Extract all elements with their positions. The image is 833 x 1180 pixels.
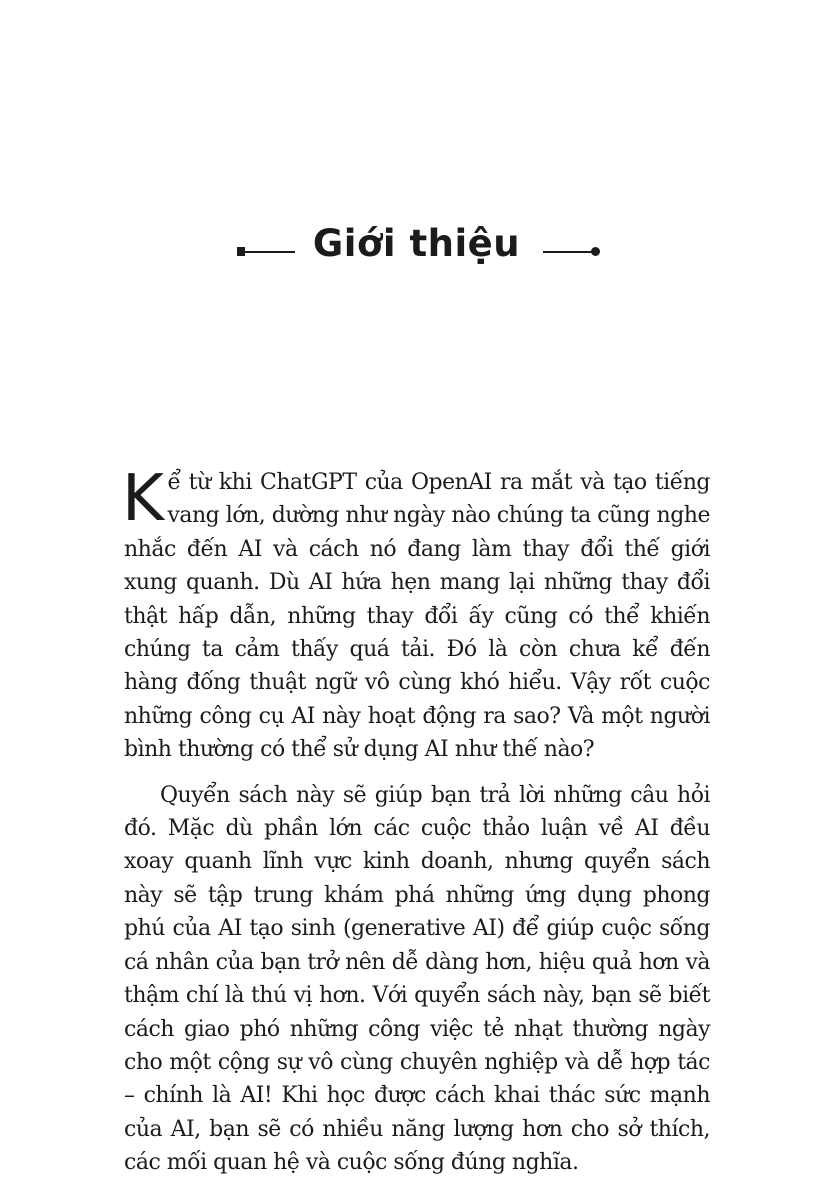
paragraph-1 xyxy=(122,462,710,767)
heading-rule-right xyxy=(543,251,595,253)
chapter-heading xyxy=(0,220,833,284)
paragraph-1-text: ể từ khi ChatGPT của OpenAI ra mắt và tạo tiếng vang lớn, dường như ngày nào chúng ta cũng nghe nhắc đến AI và cách nó đang làm thay đổi thế giới xung quanh. Dù AI hứa hẹn mang lại những thay đổi thật hấp dẫn, những thay đổi ấy cũng có thể khiến chúng ta cảm thấy quá tải. Đó là còn chưa kể đến hàng đống thuật ngữ vô cùng khó hiểu. Vậy rốt cuộc những công cụ AI này hoạt động ra sao? Và một người bình thường có thể sử dụng AI như thế nào? xyxy=(124,470,710,763)
drop-cap: K xyxy=(122,462,164,536)
body-text xyxy=(122,462,710,1180)
paragraph-2: Quyển sách này sẽ giúp bạn trả lời những câu hỏi đó. Mặc dù phần lớn các cuộc thảo luận về AI đều xoay quanh lĩnh vực kinh doanh, nhưng quyển sách này sẽ tập trung khám phá những ứng dụng phong phú của AI tạo sinh (generative AI) để giúp cuộc sống cá nhân của bạn trở nên dễ dàng hơn, hiệu quả hơn và thậm chí là thú vị hơn. Với quyển sách này, bạn sẽ biết cách giao phó những công việc tẻ nhạt thường ngày cho một cộng sự vô cùng chuyên nghiệp và dễ hợp tác – chính là AI! Khi học được cách khai thác sức mạnh của AI, bạn sẽ có nhiều năng lượng hơn cho sở thích, các mối quan hệ và cuộc sống đúng nghĩa. xyxy=(124,782,710,1176)
rule-dot-ornament xyxy=(591,247,600,256)
chapter-title: Giới thiệu xyxy=(312,222,521,265)
